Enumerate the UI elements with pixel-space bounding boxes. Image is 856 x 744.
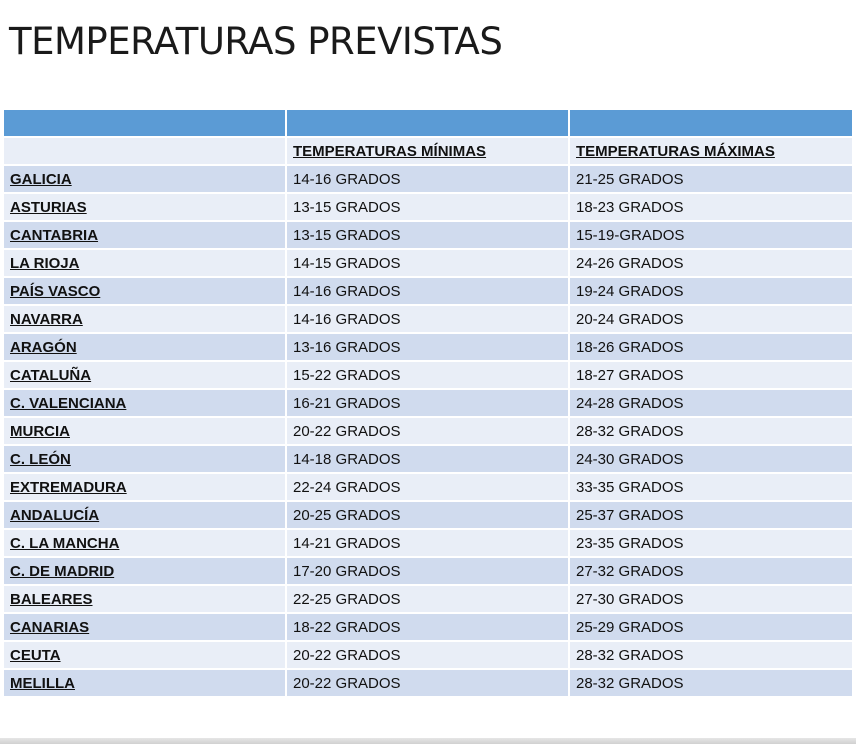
- min-temperature: 17-20 GRADOS: [286, 557, 569, 585]
- column-header-region: [3, 137, 286, 165]
- max-temperature: 28-32 GRADOS: [569, 417, 853, 445]
- min-temperature: 14-15 GRADOS: [286, 249, 569, 277]
- min-temperature: 13-16 GRADOS: [286, 333, 569, 361]
- max-temperature: 20-24 GRADOS: [569, 305, 853, 333]
- region-name: PAÍS VASCO: [3, 277, 286, 305]
- region-name: CANTABRIA: [3, 221, 286, 249]
- header-band-cell: [3, 109, 286, 137]
- region-name: C. DE MADRID: [3, 557, 286, 585]
- table-row: [3, 361, 853, 389]
- region-name: CATALUÑA: [3, 361, 286, 389]
- min-temperature: 20-22 GRADOS: [286, 641, 569, 669]
- table-row: [3, 501, 853, 529]
- temperature-table: [2, 108, 854, 698]
- region-name: MURCIA: [3, 417, 286, 445]
- max-temperature: 21-25 GRADOS: [569, 165, 853, 193]
- table-row: [3, 641, 853, 669]
- table-row: [3, 585, 853, 613]
- header-band-row: [3, 109, 853, 137]
- min-temperature: 20-22 GRADOS: [286, 669, 569, 697]
- region-name: C. LA MANCHA: [3, 529, 286, 557]
- column-header-min: TEMPERATURAS MÍNIMAS: [286, 137, 569, 165]
- column-header-row: [3, 137, 853, 165]
- table-row: [3, 249, 853, 277]
- region-name: ASTURIAS: [3, 193, 286, 221]
- max-temperature: 18-27 GRADOS: [569, 361, 853, 389]
- max-temperature: 19-24 GRADOS: [569, 277, 853, 305]
- min-temperature: 22-24 GRADOS: [286, 473, 569, 501]
- max-temperature: 28-32 GRADOS: [569, 669, 853, 697]
- table-row: [3, 333, 853, 361]
- region-name: ANDALUCÍA: [3, 501, 286, 529]
- max-temperature: 18-23 GRADOS: [569, 193, 853, 221]
- min-temperature: 20-25 GRADOS: [286, 501, 569, 529]
- table-body: [3, 109, 853, 697]
- max-temperature: 24-26 GRADOS: [569, 249, 853, 277]
- region-name: CANARIAS: [3, 613, 286, 641]
- max-temperature: 28-32 GRADOS: [569, 641, 853, 669]
- max-temperature: 27-30 GRADOS: [569, 585, 853, 613]
- region-name: LA RIOJA: [3, 249, 286, 277]
- max-temperature: 25-29 GRADOS: [569, 613, 853, 641]
- min-temperature: 14-16 GRADOS: [286, 305, 569, 333]
- table-row: [3, 417, 853, 445]
- table-row: [3, 473, 853, 501]
- min-temperature: 14-16 GRADOS: [286, 165, 569, 193]
- table-row: [3, 221, 853, 249]
- region-name: EXTREMADURA: [3, 473, 286, 501]
- max-temperature: 15-19-GRADOS: [569, 221, 853, 249]
- temperature-table-container: [2, 108, 852, 698]
- table-row: [3, 557, 853, 585]
- min-temperature: 16-21 GRADOS: [286, 389, 569, 417]
- column-header-max: TEMPERATURAS MÁXIMAS: [569, 137, 853, 165]
- table-row: [3, 193, 853, 221]
- region-name: BALEARES: [3, 585, 286, 613]
- header-band-cell: [286, 109, 569, 137]
- max-temperature: 18-26 GRADOS: [569, 333, 853, 361]
- min-temperature: 14-18 GRADOS: [286, 445, 569, 473]
- min-temperature: 20-22 GRADOS: [286, 417, 569, 445]
- region-name: MELILLA: [3, 669, 286, 697]
- min-temperature: 15-22 GRADOS: [286, 361, 569, 389]
- max-temperature: 24-28 GRADOS: [569, 389, 853, 417]
- table-row: [3, 529, 853, 557]
- region-name: ARAGÓN: [3, 333, 286, 361]
- table-row: [3, 305, 853, 333]
- bottom-shadow: [0, 738, 856, 744]
- max-temperature: 33-35 GRADOS: [569, 473, 853, 501]
- region-name: C. LEÓN: [3, 445, 286, 473]
- table-row: [3, 613, 853, 641]
- region-name: GALICIA: [3, 165, 286, 193]
- min-temperature: 13-15 GRADOS: [286, 193, 569, 221]
- max-temperature: 25-37 GRADOS: [569, 501, 853, 529]
- page-title: TEMPERATURAS PREVISTAS: [9, 20, 503, 63]
- region-name: NAVARRA: [3, 305, 286, 333]
- header-band-cell: [569, 109, 853, 137]
- table-row: [3, 445, 853, 473]
- max-temperature: 27-32 GRADOS: [569, 557, 853, 585]
- region-name: CEUTA: [3, 641, 286, 669]
- table-row: [3, 669, 853, 697]
- table-row: [3, 389, 853, 417]
- min-temperature: 13-15 GRADOS: [286, 221, 569, 249]
- max-temperature: 24-30 GRADOS: [569, 445, 853, 473]
- table-row: [3, 277, 853, 305]
- region-name: C. VALENCIANA: [3, 389, 286, 417]
- max-temperature: 23-35 GRADOS: [569, 529, 853, 557]
- min-temperature: 14-16 GRADOS: [286, 277, 569, 305]
- min-temperature: 14-21 GRADOS: [286, 529, 569, 557]
- min-temperature: 18-22 GRADOS: [286, 613, 569, 641]
- min-temperature: 22-25 GRADOS: [286, 585, 569, 613]
- table-row: [3, 165, 853, 193]
